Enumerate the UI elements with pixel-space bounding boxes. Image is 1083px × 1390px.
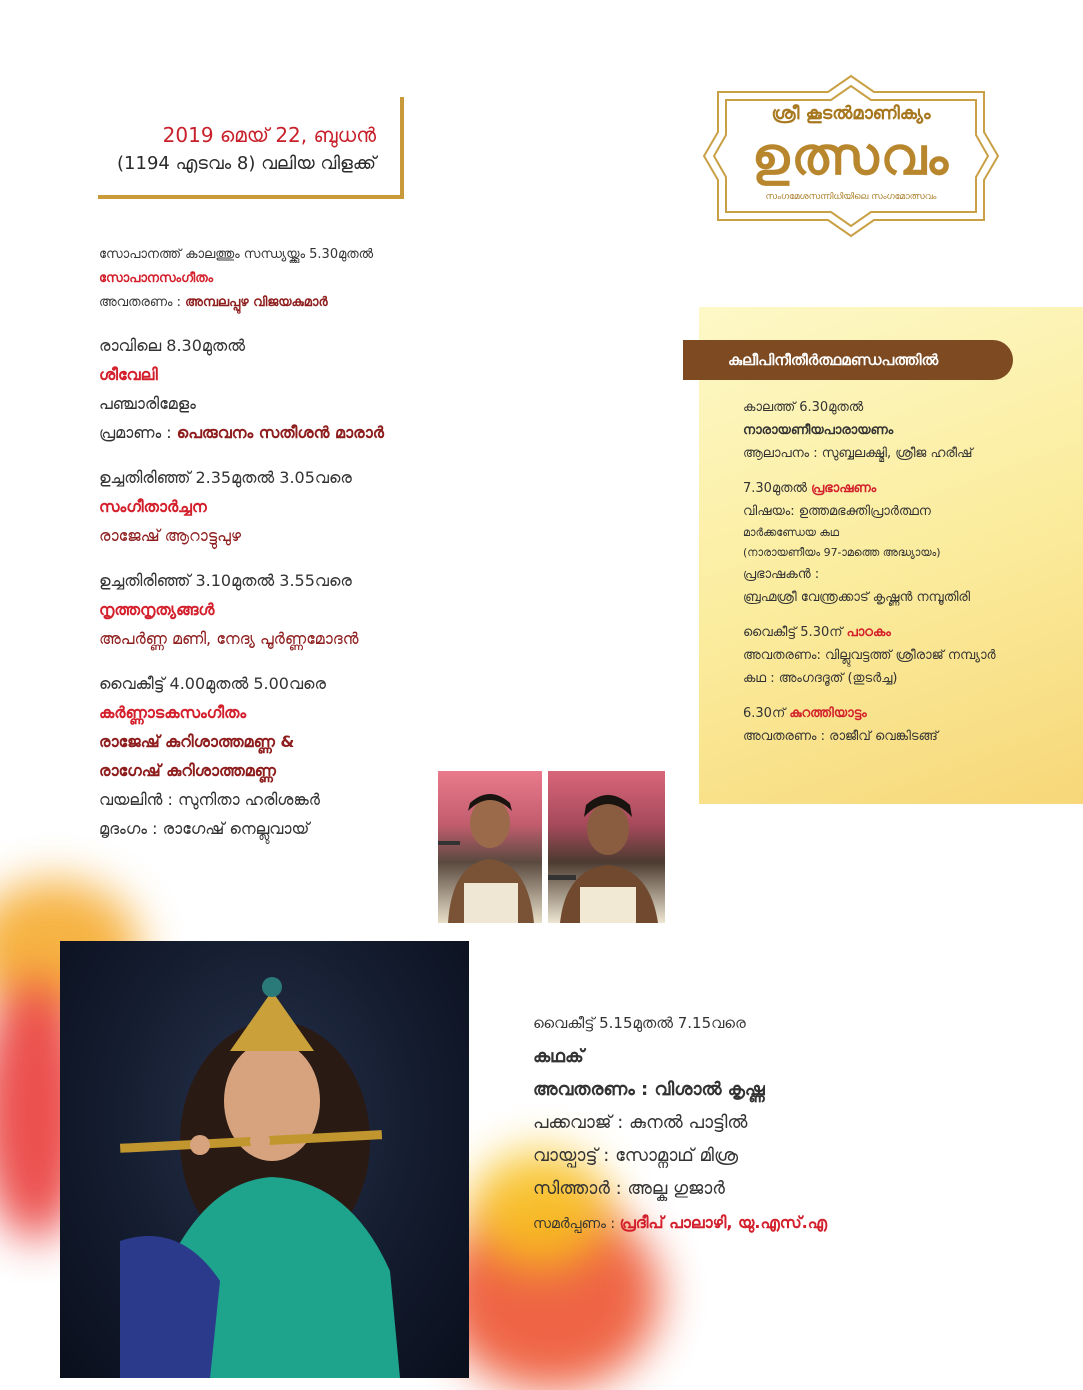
- singer-photo: [438, 771, 542, 923]
- item-event: കർണ്ണാടകസംഗീതം: [99, 703, 247, 722]
- venue-time: കാലത്ത് 6.30മുതൽ: [743, 400, 864, 415]
- venue-item: [743, 702, 996, 748]
- venue-time: 7.30മുതൽ: [743, 481, 807, 496]
- item-artist: രാഗേഷ് കുറിശാത്തമണ്ണ: [99, 761, 276, 780]
- item-credit: [99, 291, 384, 315]
- dancer-figure-icon: [60, 941, 469, 1378]
- venue-detail: ബ്രഹ്മശ്രീ വേന്ത്രക്കാട് കൃഷ്ണൻ നമ്പൂതിരി: [743, 590, 971, 605]
- offering-name: പ്രദീപ് പാലാഴി, യു.എസ്.എ: [619, 1213, 827, 1232]
- credit-name: അമ്പലപ്പുഴ വിജയകുമാർ: [185, 295, 328, 310]
- malayalam-date: (1194 എടവം 8) വലിയ വിളക്ക്: [117, 153, 376, 174]
- dancer-photo: [60, 941, 469, 1378]
- venue-title: കുലീപിനീതീർത്ഥമണ്ഡപത്തിൽ: [683, 340, 1013, 380]
- venue-detail: കഥ : അംഗദദൂത് (തുടർച്ച): [743, 671, 898, 686]
- venue-detail: പ്രഭാഷകൻ :: [743, 567, 820, 582]
- singer-figure-icon: [438, 771, 542, 923]
- item-event: സംഗീതാർച്ചന: [99, 497, 207, 516]
- item-detail: പഞ്ചാരിമേളം: [99, 394, 196, 413]
- kathak-accompanist: സിത്താർ : അല്ക ഗുജാർ: [533, 1178, 725, 1199]
- venue-time: 6.30ന്: [743, 706, 786, 721]
- venue-detail: വിഷയം: ഉത്തമഭക്തിപ്രാർത്ഥന: [743, 504, 931, 519]
- item-credit: [99, 418, 384, 447]
- kathak-presenter: അവതരണം : വിശാൽ കൃഷ്ണ: [533, 1079, 765, 1100]
- offering-label: സമർപ്പണം :: [533, 1216, 616, 1232]
- kathak-event: കഥക്: [533, 1046, 584, 1067]
- kathak-accompanist: വായ്പാട്ട് : സോമ്നാഥ് മിശ്ര: [533, 1145, 739, 1166]
- venue-item: [743, 621, 996, 690]
- logo-pretitle: ശ്രീ കൂടൽമാണിക്യം: [771, 103, 931, 124]
- kathak-accompanist: പക്കവാജ് : കുനൽ പാട്ടിൽ: [533, 1112, 748, 1133]
- item-accompanist: മൃദംഗം : രാഗേഷ് നെല്ലുവായ്: [99, 819, 310, 838]
- venue-detail: അവതരണം: വില്ലുവട്ടത്ത് ശ്രീരാജ് നമ്പ്യാർ: [743, 648, 996, 663]
- venue-event: പ്രഭാഷണം: [811, 481, 877, 496]
- singer-figure-icon: [548, 771, 665, 923]
- venue-heading: [743, 702, 996, 725]
- venue-event: പാഠകം: [846, 625, 891, 640]
- item-performer: രാജേഷ് ആറാട്ടുപുഴ: [99, 526, 242, 545]
- schedule-item: [99, 243, 384, 315]
- item-time: വൈകീട്ട് 4.00മുതൽ 5.00വരെ: [99, 674, 326, 693]
- venue-detail: അവതരണം : രാജീവ് വെങ്കിടങ്ങ്: [743, 729, 938, 744]
- venue-schedule: [743, 396, 996, 748]
- item-time: രാവിലെ 8.30മുതൽ: [99, 336, 246, 355]
- venue-event: നാരായണീയപാരായണം: [743, 423, 894, 438]
- kathak-time: വൈകീട്ട് 5.15മുതൽ 7.15വരെ: [533, 1014, 746, 1032]
- venue-item: [743, 477, 996, 609]
- credit-label: അവതരണം :: [99, 295, 182, 310]
- venue-time: വൈകീട്ട് 5.30ന്: [743, 625, 843, 640]
- schedule-item: [99, 566, 384, 653]
- venue-heading: [743, 477, 996, 500]
- venue-item: [743, 396, 996, 465]
- schedule-item: [99, 669, 384, 843]
- venue-detail: (നാരായണീയം 97-ാമത്തെ അദ്ധ്യായം): [743, 546, 941, 559]
- item-time: ഉച്ചതിരിഞ്ഞ് 2.35മുതൽ 3.05വരെ: [99, 468, 352, 487]
- item-time: ഉച്ചതിരിഞ്ഞ് 3.10മുതൽ 3.55വരെ: [99, 571, 352, 590]
- item-event: സോപാനസംഗീതം: [99, 271, 214, 286]
- kathak-offering: [533, 1213, 827, 1233]
- item-accompanist: വയലിൻ : സുനിതാ ഹരിശങ്കർ: [99, 790, 320, 809]
- event-date: 2019 മെയ് 22, ബുധൻ: [162, 123, 376, 147]
- item-event: ശീവേലി: [99, 365, 158, 384]
- logo-title: ഉത്സവം: [751, 127, 951, 187]
- schedule-list: [99, 243, 384, 843]
- credit-name: പെരുവനം സതീശൻ മാരാർ: [176, 423, 384, 442]
- venue-detail: മാർക്കണ്ഡേയ കഥ: [743, 526, 839, 539]
- venue-detail: ആലാപനം : സുബ്ബലക്ഷ്മി, ശ്രീജ ഹരീഷ്: [743, 446, 973, 461]
- venue-heading: [743, 621, 996, 644]
- schedule-item: [99, 331, 384, 447]
- festival-logo: [698, 72, 1004, 240]
- item-event: നൃത്തനൃത്യങ്ങൾ: [99, 600, 215, 619]
- date-bracket: [98, 97, 404, 199]
- item-time: സോപാനത്ത് കാലത്തും സന്ധ്യയ്ക്കും 5.30മുതൽ: [99, 247, 374, 262]
- schedule-item: [99, 463, 384, 550]
- credit-label: പ്രമാണം :: [99, 423, 172, 442]
- item-artist: രാജേഷ് കുറിശാത്തമണ്ണ &: [99, 732, 295, 751]
- kathak-section: [533, 1007, 827, 1233]
- logo-tagline: സംഗമേശസന്നിധിയിലെ സംഗമോത്സവം: [765, 192, 937, 202]
- item-performer: അപർണ്ണ മണി, നേദ്യ പൂർണ്ണമോദൻ: [99, 629, 359, 648]
- singer-photo: [548, 771, 665, 923]
- venue-event: കുറത്തിയാട്ടം: [789, 706, 867, 721]
